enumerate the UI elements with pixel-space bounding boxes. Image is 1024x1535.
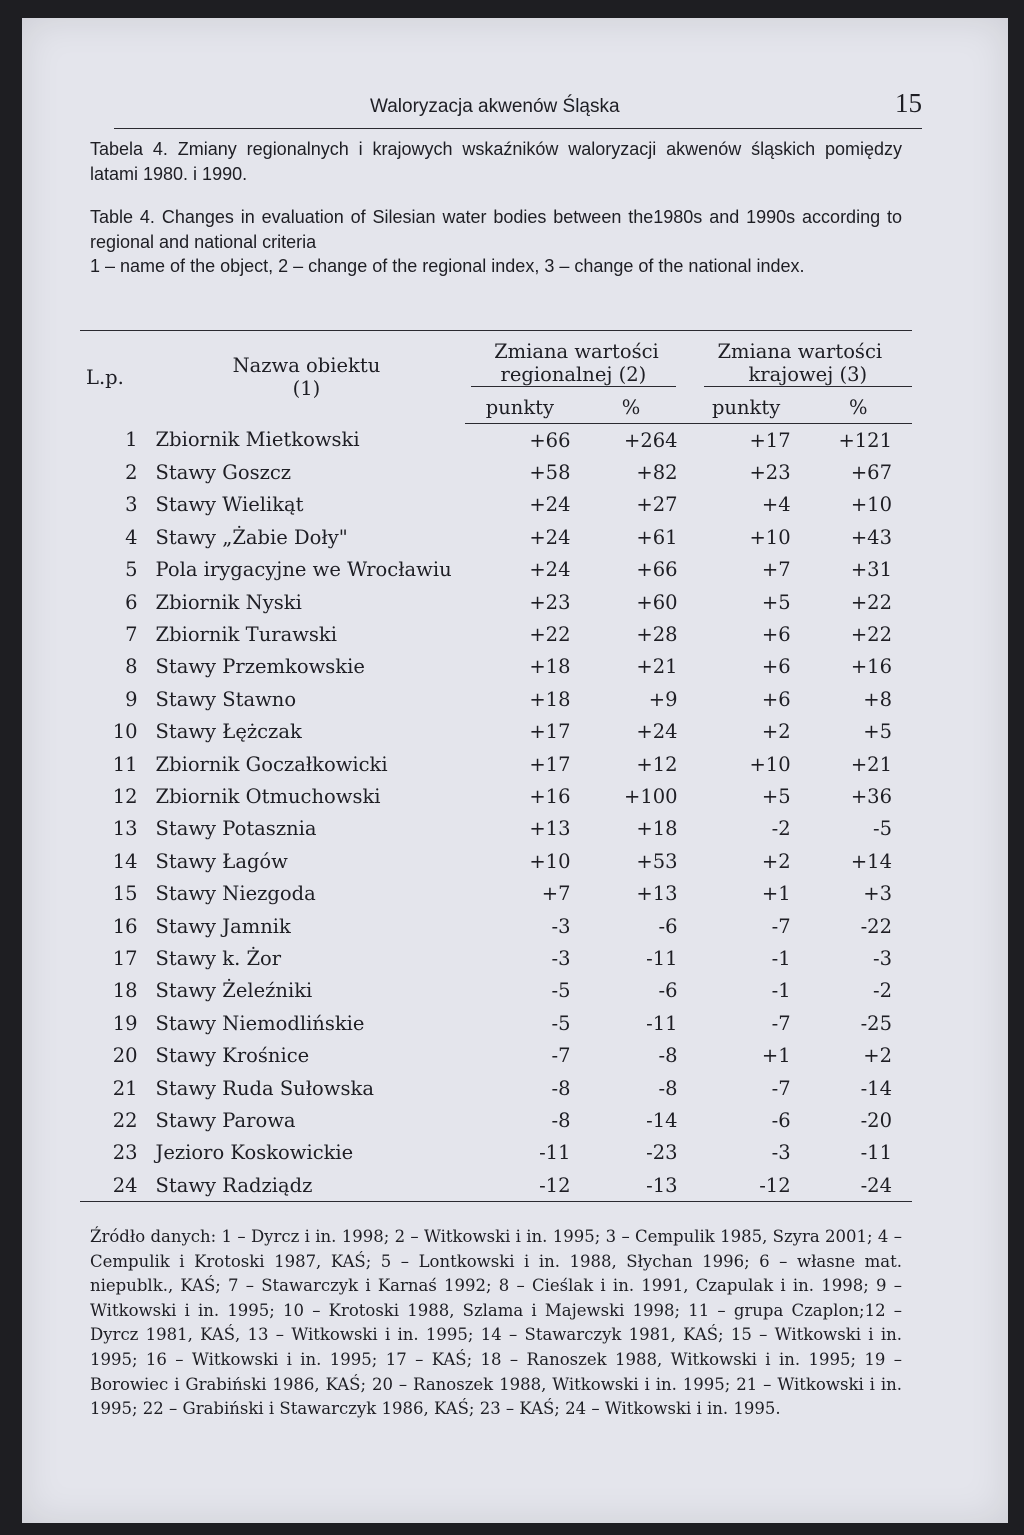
table-row bbox=[80, 554, 912, 586]
table-row bbox=[80, 651, 912, 683]
table-row bbox=[80, 1137, 912, 1169]
object-name-cell: Stawy k. Żor bbox=[155, 946, 282, 970]
table-row bbox=[80, 1039, 912, 1071]
national-points-cell: -6 bbox=[771, 1108, 791, 1132]
row-number-cell: 3 bbox=[125, 493, 138, 517]
table-row bbox=[80, 716, 912, 748]
regional-points-cell: +22 bbox=[529, 623, 571, 647]
object-name-cell: Zbiornik Otmuchowski bbox=[155, 784, 381, 808]
regional-points-cell: -5 bbox=[551, 1011, 571, 1035]
regional-percent-cell: -8 bbox=[658, 1044, 678, 1068]
national-points-cell: +5 bbox=[761, 590, 791, 614]
table-row bbox=[80, 942, 912, 974]
running-title: Waloryzacja akwenów Śląska bbox=[370, 96, 620, 117]
data-table bbox=[80, 330, 912, 1202]
national-points-cell: -1 bbox=[771, 979, 791, 1003]
table-row bbox=[80, 1072, 912, 1104]
row-number-cell: 21 bbox=[112, 1076, 138, 1100]
national-percent-cell: -3 bbox=[873, 946, 892, 970]
regional-percent-cell: -11 bbox=[646, 946, 678, 970]
regional-percent-cell: -6 bbox=[658, 979, 678, 1003]
regional-percent-cell: +27 bbox=[636, 493, 678, 517]
header-national bbox=[688, 331, 912, 392]
national-percent-cell: +3 bbox=[863, 882, 892, 906]
regional-points-cell: +24 bbox=[529, 525, 571, 549]
table-row bbox=[80, 1104, 912, 1136]
row-number-cell: 20 bbox=[112, 1044, 138, 1068]
national-percent-cell: -2 bbox=[873, 979, 892, 1003]
source-note: Źródło danych: 1 – Dyrcz i in. 1998; 2 – Witkowski i in. 1995; 3 – Cempulik 1985, Szyra 2001; 4 – Cempulik i Krotoski 1987, KAŚ; 5 – Lontkowski i in. 1988, Słychan 1996; 6 – własne mat. niepublk., KAŚ; 7 – Stawarczyk i Karnaś 1992; 8 – Cieślak i in. 1991, Czapulak i in. 1998; 9 – Witkowski i in. 1995; 10 – Krotoski 1988, Szlama i Majewski 1998; 11 – grupa Czaplon;12 – Dyrcz 1981, KAŚ, 13 – Witkowski i in. 1995; 14 – Stawarczyk 1981, KAŚ; 15 – Witkowski i in. 1995; 16 – Witkowski i in. 1995; 17 – KAŚ; 18 – Ranoszek 1988, Witkowski i in. 1995; 19 – Borowiec i Grabiński 1986, KAŚ; 20 – Ranoszek 1988, Witkowski i in. 1995; 21 – Witkowski i in. 1995; 22 – Grabiński i Stawarczyk 1986, KAŚ; 23 – KAŚ; 24 – Witkowski i in. 1995. bbox=[90, 1227, 902, 1419]
row-number-cell: 22 bbox=[112, 1108, 138, 1132]
row-number-cell: 11 bbox=[112, 752, 138, 776]
regional-percent-cell: +53 bbox=[636, 849, 678, 873]
national-points-cell: -7 bbox=[771, 914, 791, 938]
table-row bbox=[80, 489, 912, 521]
caption-english-legend: 1 – name of the object, 2 – change of the regional index, 3 – change of the national index. bbox=[90, 256, 805, 276]
national-percent-cell: -5 bbox=[873, 817, 892, 841]
regional-points-cell: +10 bbox=[529, 849, 571, 873]
header-regional-line2: regionalnej (2) bbox=[471, 363, 675, 387]
object-name-cell: Stawy Jamnik bbox=[155, 914, 291, 938]
table-row bbox=[80, 780, 912, 812]
regional-points-cell: +24 bbox=[529, 558, 571, 582]
regional-percent-cell: +82 bbox=[636, 461, 678, 485]
regional-percent-cell: +28 bbox=[636, 623, 678, 647]
row-number-cell: 10 bbox=[112, 720, 138, 744]
national-points-cell: +1 bbox=[761, 882, 791, 906]
object-name-cell: Stawy Stawno bbox=[155, 687, 297, 711]
regional-percent-cell: +60 bbox=[636, 590, 678, 614]
regional-percent-cell: -11 bbox=[646, 1011, 678, 1035]
object-name-cell: Stawy „Żabie Doły" bbox=[155, 525, 348, 549]
national-percent-cell: +5 bbox=[863, 720, 892, 744]
row-number-cell: 12 bbox=[112, 784, 138, 808]
object-name-cell: Stawy Wielikąt bbox=[155, 493, 304, 517]
row-number-cell: 18 bbox=[112, 979, 138, 1003]
regional-percent-cell: +66 bbox=[636, 558, 678, 582]
table-row bbox=[80, 877, 912, 909]
regional-points-cell: +13 bbox=[529, 817, 571, 841]
regional-percent-cell: -23 bbox=[646, 1141, 678, 1165]
regional-points-cell: -8 bbox=[551, 1076, 571, 1100]
regional-points-cell: +23 bbox=[529, 590, 571, 614]
national-percent-cell: -20 bbox=[860, 1108, 892, 1132]
table-row bbox=[80, 424, 912, 457]
running-header bbox=[114, 90, 922, 129]
national-percent-cell: +43 bbox=[850, 525, 892, 549]
page-number: 15 bbox=[895, 88, 922, 118]
regional-points-cell: +16 bbox=[529, 784, 571, 808]
table-body bbox=[80, 424, 912, 1202]
object-name-cell: Stawy Parowa bbox=[155, 1108, 296, 1132]
caption-english-title: Table 4. Changes in evaluation of Silesian water bodies between the1980s and 1990s according to regional and national criteria bbox=[90, 207, 902, 252]
table-row bbox=[80, 845, 912, 877]
header-lp: L.p. bbox=[86, 365, 124, 389]
national-points-cell: -3 bbox=[771, 1141, 791, 1165]
regional-percent-cell: +61 bbox=[636, 525, 678, 549]
regional-points-cell: +58 bbox=[529, 461, 571, 485]
header-national-points: punkty bbox=[688, 391, 805, 424]
row-number-cell: 9 bbox=[125, 687, 138, 711]
object-name-cell: Stawy Łężczak bbox=[155, 720, 302, 744]
object-name-cell: Stawy Goszcz bbox=[155, 461, 292, 485]
table-row bbox=[80, 456, 912, 488]
national-percent-cell: +22 bbox=[850, 590, 892, 614]
regional-points-cell: -3 bbox=[551, 914, 571, 938]
row-number-cell: 2 bbox=[125, 461, 138, 485]
national-points-cell: +1 bbox=[761, 1044, 791, 1068]
row-number-cell: 7 bbox=[125, 623, 138, 647]
row-number-cell: 8 bbox=[125, 655, 138, 679]
row-number-cell: 17 bbox=[112, 946, 138, 970]
national-percent-cell: +22 bbox=[850, 623, 892, 647]
object-name-cell: Stawy Przemkowskie bbox=[155, 655, 365, 679]
regional-points-cell: +17 bbox=[529, 720, 571, 744]
table-row bbox=[80, 683, 912, 715]
national-percent-cell: -24 bbox=[860, 1173, 892, 1197]
table-row bbox=[80, 813, 912, 845]
header-name-line1: Nazwa obiektu bbox=[232, 354, 381, 378]
header-regional bbox=[465, 331, 687, 392]
regional-percent-cell: +100 bbox=[623, 784, 678, 808]
table-row bbox=[80, 1007, 912, 1039]
table-row bbox=[80, 618, 912, 650]
national-points-cell: +2 bbox=[761, 849, 791, 873]
header-national-percent: % bbox=[805, 391, 912, 424]
national-points-cell: +7 bbox=[761, 558, 791, 582]
regional-percent-cell: -6 bbox=[658, 914, 678, 938]
header-regional-points: punkty bbox=[465, 391, 574, 424]
regional-points-cell: +24 bbox=[529, 493, 571, 517]
national-percent-cell: +8 bbox=[863, 687, 892, 711]
national-points-cell: +10 bbox=[749, 752, 791, 776]
object-name-cell: Stawy Żeleźniki bbox=[155, 979, 313, 1003]
national-points-cell: +23 bbox=[749, 461, 791, 485]
row-number-cell: 15 bbox=[112, 882, 138, 906]
header-national-line1: Zmiana wartości bbox=[717, 339, 883, 363]
national-points-cell: -2 bbox=[771, 817, 791, 841]
object-name-cell: Stawy Łagów bbox=[155, 849, 288, 873]
object-name-cell: Zbiornik Turawski bbox=[155, 623, 337, 647]
row-number-cell: 23 bbox=[112, 1141, 138, 1165]
national-percent-cell: +31 bbox=[850, 558, 892, 582]
regional-percent-cell: +9 bbox=[648, 687, 678, 711]
row-number-cell: 5 bbox=[125, 558, 138, 582]
national-points-cell: +4 bbox=[761, 493, 791, 517]
national-points-cell: +10 bbox=[749, 525, 791, 549]
national-points-cell: +6 bbox=[761, 655, 791, 679]
regional-points-cell: -5 bbox=[551, 979, 571, 1003]
row-number-cell: 14 bbox=[112, 849, 138, 873]
national-percent-cell: -14 bbox=[860, 1076, 892, 1100]
object-name-cell: Stawy Radziądz bbox=[155, 1173, 313, 1197]
regional-percent-cell: -14 bbox=[646, 1108, 678, 1132]
table-row bbox=[80, 586, 912, 618]
national-points-cell: -1 bbox=[771, 946, 791, 970]
object-name-cell: Stawy Ruda Sułowska bbox=[155, 1076, 374, 1100]
header-name-line2: (1) bbox=[292, 377, 321, 401]
national-percent-cell: +67 bbox=[850, 461, 892, 485]
object-name-cell: Stawy Niemodlińskie bbox=[155, 1011, 365, 1035]
header-national-line2: krajowej (3) bbox=[704, 363, 912, 387]
table-row bbox=[80, 910, 912, 942]
object-name-cell: Zbiornik Nyski bbox=[155, 590, 302, 614]
regional-percent-cell: +24 bbox=[636, 720, 678, 744]
regional-points-cell: +17 bbox=[529, 752, 571, 776]
object-name-cell: Pola irygacyjne we Wrocławiu bbox=[155, 558, 452, 582]
regional-points-cell: -7 bbox=[551, 1044, 571, 1068]
regional-points-cell: -8 bbox=[551, 1108, 571, 1132]
regional-percent-cell: +264 bbox=[623, 428, 678, 452]
regional-points-cell: -11 bbox=[539, 1141, 571, 1165]
national-points-cell: +6 bbox=[761, 623, 791, 647]
header-regional-line1: Zmiana wartości bbox=[494, 339, 659, 363]
row-number-cell: 16 bbox=[112, 914, 138, 938]
national-percent-cell: +2 bbox=[863, 1044, 892, 1068]
row-number-cell: 6 bbox=[125, 590, 138, 614]
national-points-cell: -12 bbox=[759, 1173, 791, 1197]
header-regional-percent: % bbox=[575, 391, 688, 424]
table-row bbox=[80, 1169, 912, 1202]
national-percent-cell: +121 bbox=[838, 428, 892, 452]
national-points-cell: +6 bbox=[761, 687, 791, 711]
object-name-cell: Stawy Krośnice bbox=[155, 1044, 310, 1068]
row-number-cell: 24 bbox=[112, 1173, 138, 1197]
object-name-cell: Zbiornik Mietkowski bbox=[155, 428, 360, 452]
regional-percent-cell: +21 bbox=[636, 655, 678, 679]
caption-polish: Tabela 4. Zmiany regionalnych i krajowych wskaźników waloryzacji akwenów śląskich pomiędzy latami 1980. i 1990. bbox=[90, 139, 902, 184]
national-percent-cell: +21 bbox=[850, 752, 892, 776]
national-percent-cell: -22 bbox=[860, 914, 892, 938]
row-number-cell: 1 bbox=[125, 428, 138, 452]
object-name-cell: Stawy Niezgoda bbox=[155, 882, 316, 906]
national-percent-cell: -11 bbox=[860, 1141, 892, 1165]
regional-percent-cell: +18 bbox=[636, 817, 678, 841]
regional-percent-cell: +12 bbox=[636, 752, 678, 776]
national-points-cell: -7 bbox=[771, 1076, 791, 1100]
regional-percent-cell: -13 bbox=[646, 1173, 678, 1197]
header-name bbox=[148, 331, 466, 424]
regional-percent-cell: +13 bbox=[636, 882, 678, 906]
national-points-cell: +2 bbox=[761, 720, 791, 744]
national-percent-cell: +36 bbox=[850, 784, 892, 808]
national-percent-cell: +10 bbox=[850, 493, 892, 517]
table-row bbox=[80, 521, 912, 553]
row-number-cell: 13 bbox=[112, 817, 138, 841]
regional-points-cell: +18 bbox=[529, 687, 571, 711]
regional-percent-cell: -8 bbox=[658, 1076, 678, 1100]
table-row bbox=[80, 748, 912, 780]
regional-points-cell: -3 bbox=[551, 946, 571, 970]
object-name-cell: Jezioro Koskowickie bbox=[155, 1141, 354, 1165]
regional-points-cell: +66 bbox=[529, 428, 571, 452]
regional-points-cell: +7 bbox=[541, 882, 571, 906]
row-number-cell: 4 bbox=[125, 525, 138, 549]
table-row bbox=[80, 975, 912, 1007]
national-percent-cell: +14 bbox=[850, 849, 892, 873]
national-points-cell: +17 bbox=[749, 428, 791, 452]
object-name-cell: Zbiornik Goczałkowicki bbox=[155, 752, 388, 776]
national-percent-cell: -25 bbox=[860, 1011, 892, 1035]
object-name-cell: Stawy Potasznia bbox=[155, 817, 317, 841]
row-number-cell: 19 bbox=[112, 1011, 138, 1035]
regional-points-cell: -12 bbox=[539, 1173, 571, 1197]
national-percent-cell: +16 bbox=[850, 655, 892, 679]
regional-points-cell: +18 bbox=[529, 655, 571, 679]
national-points-cell: +5 bbox=[761, 784, 791, 808]
national-points-cell: -7 bbox=[771, 1011, 791, 1035]
